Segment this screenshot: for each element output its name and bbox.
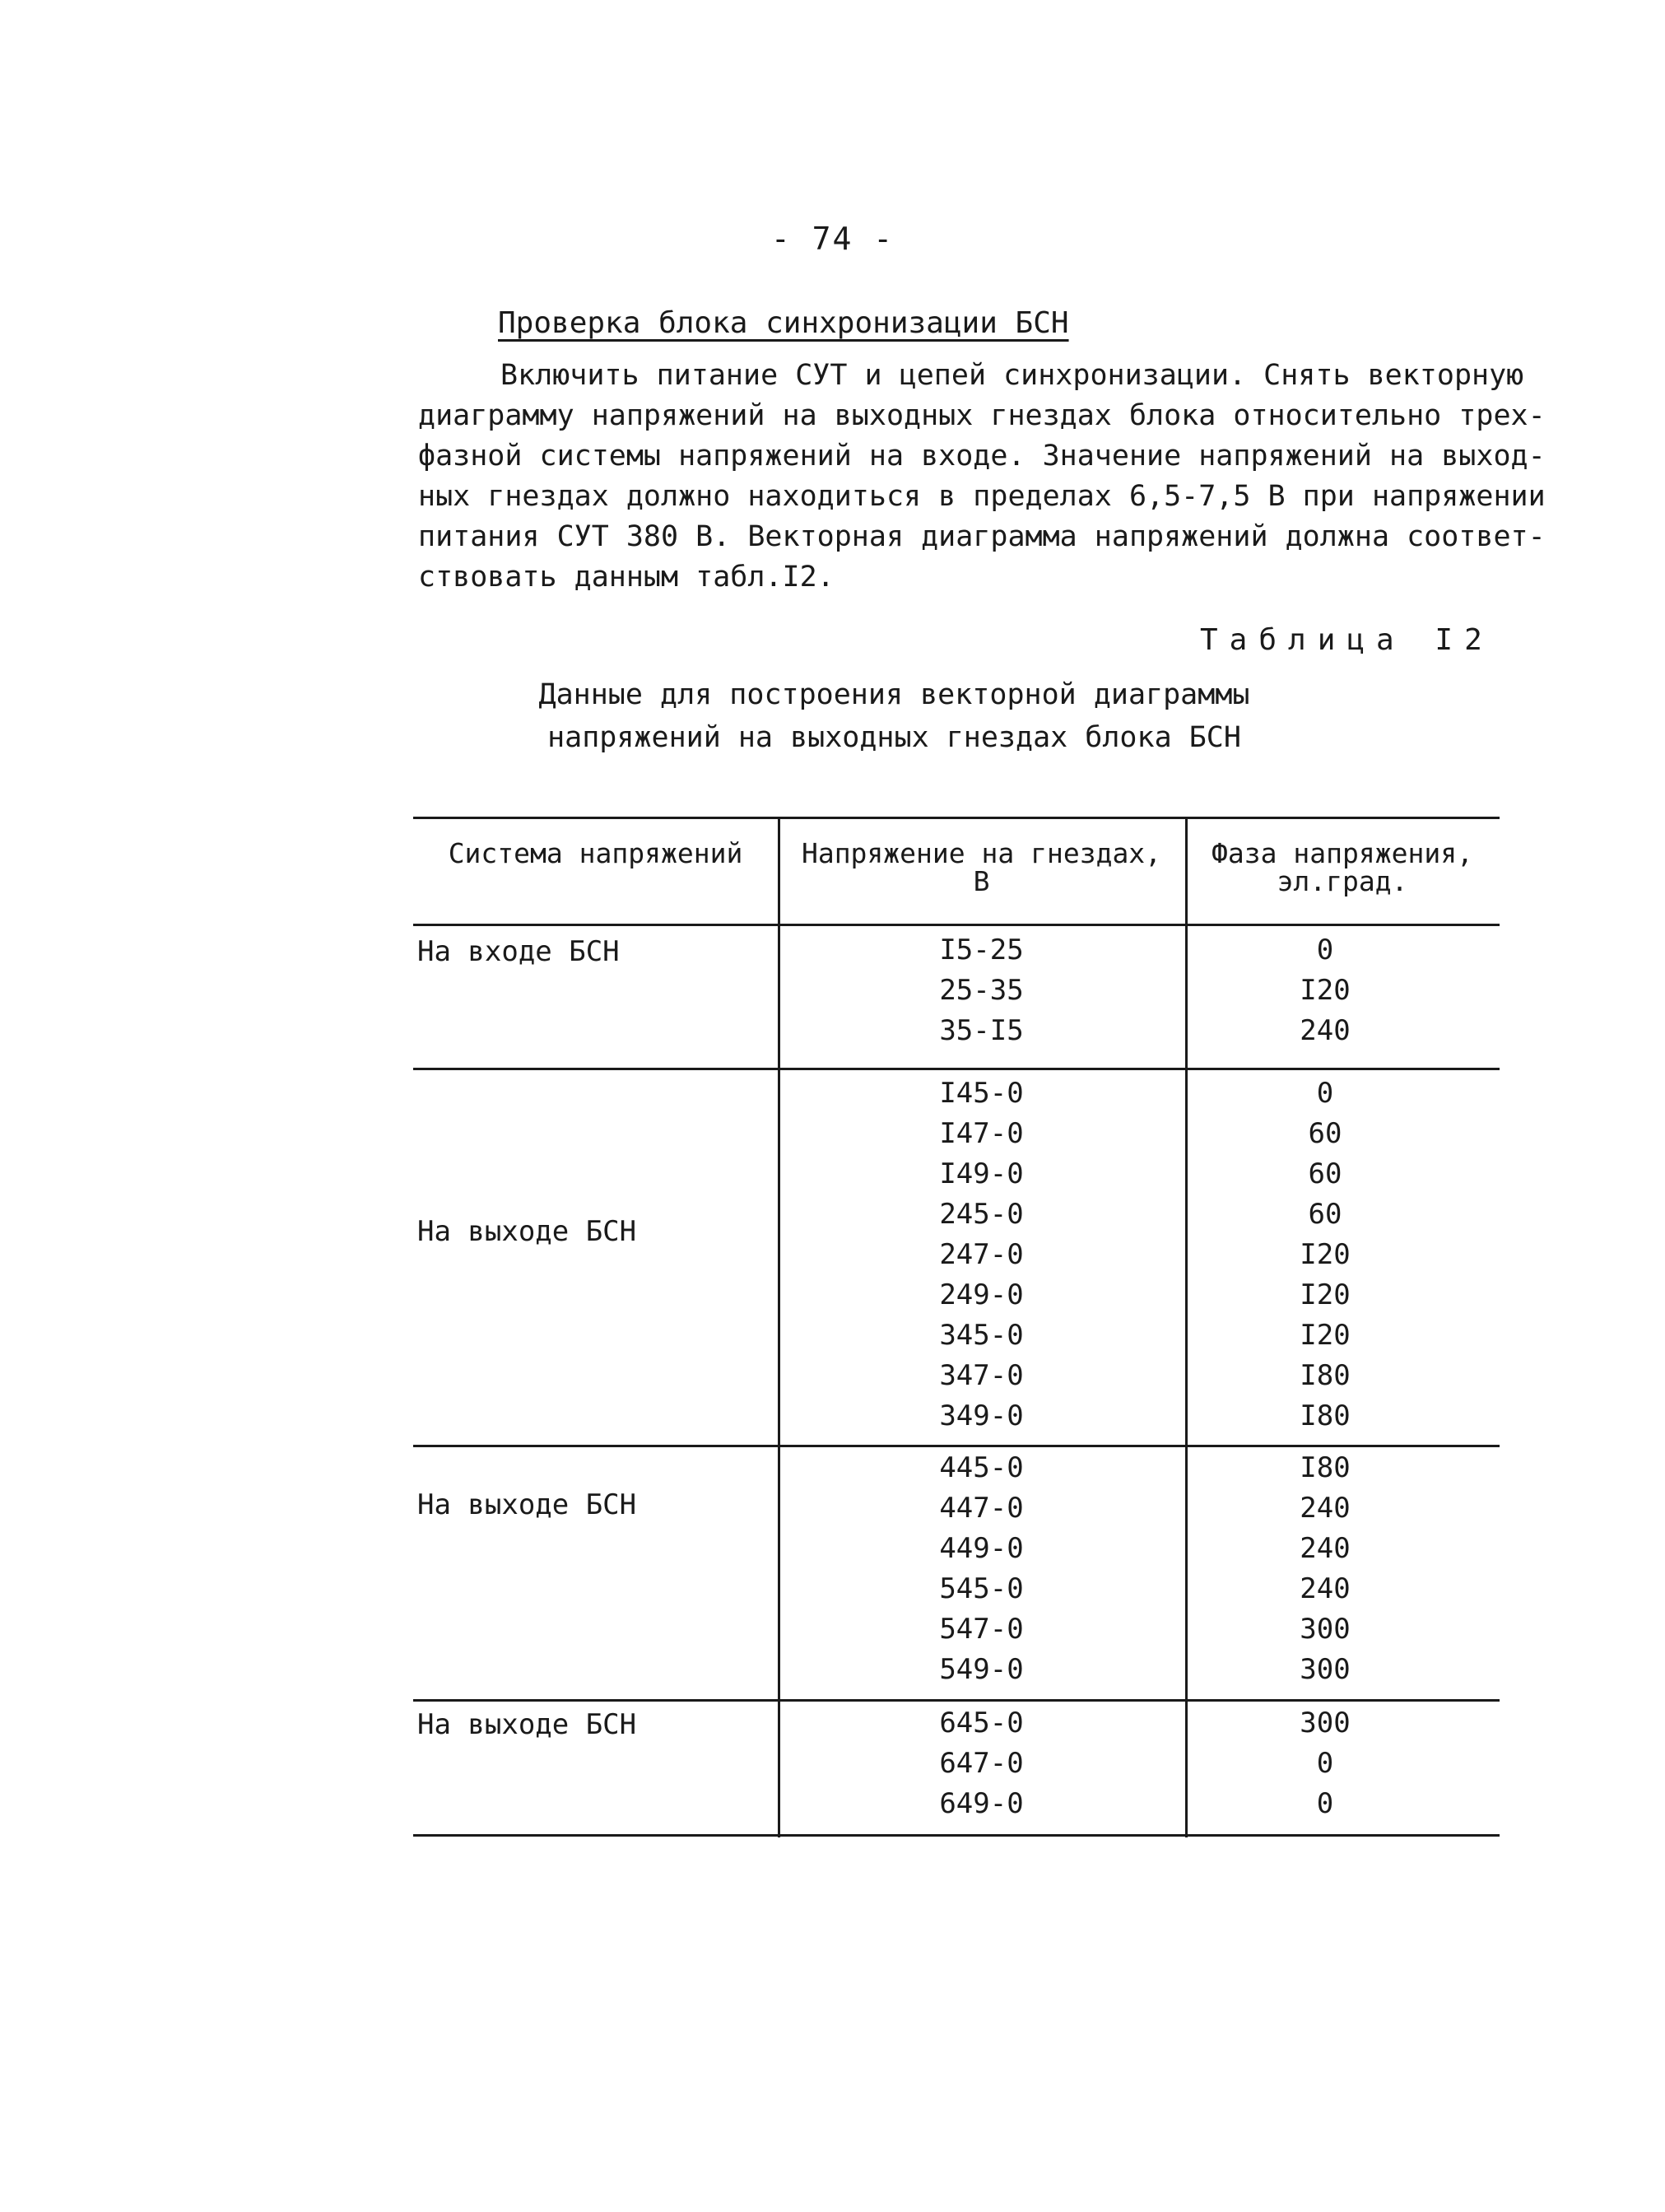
- table-top-rule: [413, 817, 1500, 819]
- phase-cell: 300: [1300, 1653, 1351, 1686]
- phase-cell: I80: [1300, 1399, 1351, 1432]
- socket-cell: 345-0: [939, 1319, 1024, 1352]
- table-row: [413, 1451, 1500, 1492]
- phase-cell: 240: [1300, 1572, 1351, 1605]
- phase-cell: I20: [1300, 1278, 1351, 1311]
- phase-cell: 60: [1308, 1198, 1342, 1231]
- socket-cell: 649-0: [939, 1787, 1024, 1820]
- header-rule: [413, 924, 1500, 926]
- table-row: [413, 934, 1500, 974]
- paragraph-line: диаграмму напряжений на выходных гнездах блока относительно трех-: [418, 399, 1546, 432]
- header-system: Система напряжений: [448, 837, 743, 869]
- table-caption-line: Данные для построения векторной диаграммы: [538, 678, 1250, 711]
- table-row: [413, 1238, 1500, 1278]
- phase-cell: 240: [1300, 1532, 1351, 1565]
- table-row: [413, 1157, 1500, 1198]
- data-table: [413, 817, 1500, 1837]
- socket-cell: 347-0: [939, 1359, 1024, 1392]
- paragraph-line: фазной системы напряжений на входе. Значение напряжений на выход-: [418, 440, 1546, 473]
- table-row: [413, 1613, 1500, 1653]
- socket-cell: I5-25: [939, 934, 1024, 966]
- phase-cell: 240: [1300, 1014, 1351, 1047]
- paragraph-line: ных гнездах должно находиться в пределах 6,5-7,5 В при напряжении: [418, 480, 1546, 513]
- table-row: [413, 1492, 1500, 1532]
- phase-cell: I20: [1300, 1238, 1351, 1271]
- socket-cell: 445-0: [939, 1451, 1024, 1484]
- socket-cell: 549-0: [939, 1653, 1024, 1686]
- header-voltage-unit: В: [973, 865, 990, 897]
- socket-cell: 25-35: [939, 974, 1024, 1007]
- socket-cell: 349-0: [939, 1399, 1024, 1432]
- socket-cell: I49-0: [939, 1157, 1024, 1190]
- table-row: [413, 1278, 1500, 1319]
- phase-cell: I80: [1300, 1451, 1351, 1484]
- phase-cell: 0: [1316, 1077, 1334, 1110]
- paragraph-line: Включить питание СУТ и цепей синхронизации. Снять векторную: [500, 359, 1524, 392]
- table-label: Таблица I2: [1200, 623, 1494, 657]
- phase-cell: I20: [1300, 974, 1351, 1007]
- group-name: На выходе БСН: [417, 1708, 637, 1741]
- phase-cell: 0: [1316, 1747, 1334, 1780]
- socket-cell: 447-0: [939, 1492, 1024, 1525]
- socket-cell: 645-0: [939, 1707, 1024, 1739]
- header-phase-line: Фаза напряжения,: [1212, 837, 1473, 869]
- header-voltage-line: Напряжение на гнездах,: [801, 837, 1162, 869]
- table-row: [413, 1747, 1500, 1787]
- group-name: На входе БСН: [417, 935, 620, 968]
- group-divider: [413, 1068, 1500, 1070]
- table-caption-line: напряжений на выходных гнездах блока БСН: [547, 721, 1241, 754]
- socket-cell: 545-0: [939, 1572, 1024, 1605]
- page-number: - 74 -: [770, 221, 895, 257]
- socket-cell: 547-0: [939, 1613, 1024, 1646]
- paragraph-line: питания СУТ 380 В. Векторная диаграмма напряжений должна соответ-: [418, 520, 1546, 553]
- phase-cell: I20: [1300, 1319, 1351, 1352]
- socket-cell: 647-0: [939, 1747, 1024, 1780]
- group-name: На выходе БСН: [417, 1488, 637, 1521]
- table-caption: [0, 673, 1665, 759]
- table-row: [413, 1319, 1500, 1359]
- table-bottom-rule: [413, 1834, 1500, 1837]
- table-row: [413, 974, 1500, 1014]
- table-row: [413, 1077, 1500, 1117]
- header-voltage: [778, 837, 1185, 897]
- table-row: [413, 1117, 1500, 1157]
- phase-cell: 240: [1300, 1492, 1351, 1525]
- group-name: На выходе БСН: [417, 1215, 637, 1248]
- phase-cell: 60: [1308, 1157, 1342, 1190]
- table-row: [413, 1532, 1500, 1572]
- group-divider: [413, 1445, 1500, 1447]
- table-row: [413, 1707, 1500, 1747]
- socket-cell: 35-I5: [939, 1014, 1024, 1047]
- table-row: [413, 1359, 1500, 1399]
- socket-cell: I47-0: [939, 1117, 1024, 1150]
- socket-cell: 245-0: [939, 1198, 1024, 1231]
- socket-cell: I45-0: [939, 1077, 1024, 1110]
- phase-cell: 0: [1316, 934, 1334, 966]
- group-divider: [413, 1699, 1500, 1702]
- phase-cell: 300: [1300, 1707, 1351, 1739]
- phase-cell: 60: [1308, 1117, 1342, 1150]
- table-row: [413, 1787, 1500, 1828]
- table-row: [413, 1014, 1500, 1055]
- table-row: [413, 1399, 1500, 1440]
- phase-cell: 300: [1300, 1613, 1351, 1646]
- table-row: [413, 1653, 1500, 1693]
- paragraph-line: ствовать данным табл.I2.: [418, 561, 835, 594]
- socket-cell: 449-0: [939, 1532, 1024, 1565]
- table-row: [413, 1198, 1500, 1238]
- socket-cell: 247-0: [939, 1238, 1024, 1271]
- header-phase: [1185, 837, 1500, 897]
- body-paragraph: [418, 356, 1546, 598]
- header-phase-unit: эл.град.: [1277, 865, 1408, 897]
- phase-cell: 0: [1316, 1787, 1334, 1820]
- section-title: Проверка блока синхронизации БСН: [498, 306, 1069, 340]
- phase-cell: I80: [1300, 1359, 1351, 1392]
- socket-cell: 249-0: [939, 1278, 1024, 1311]
- table-row: [413, 1572, 1500, 1613]
